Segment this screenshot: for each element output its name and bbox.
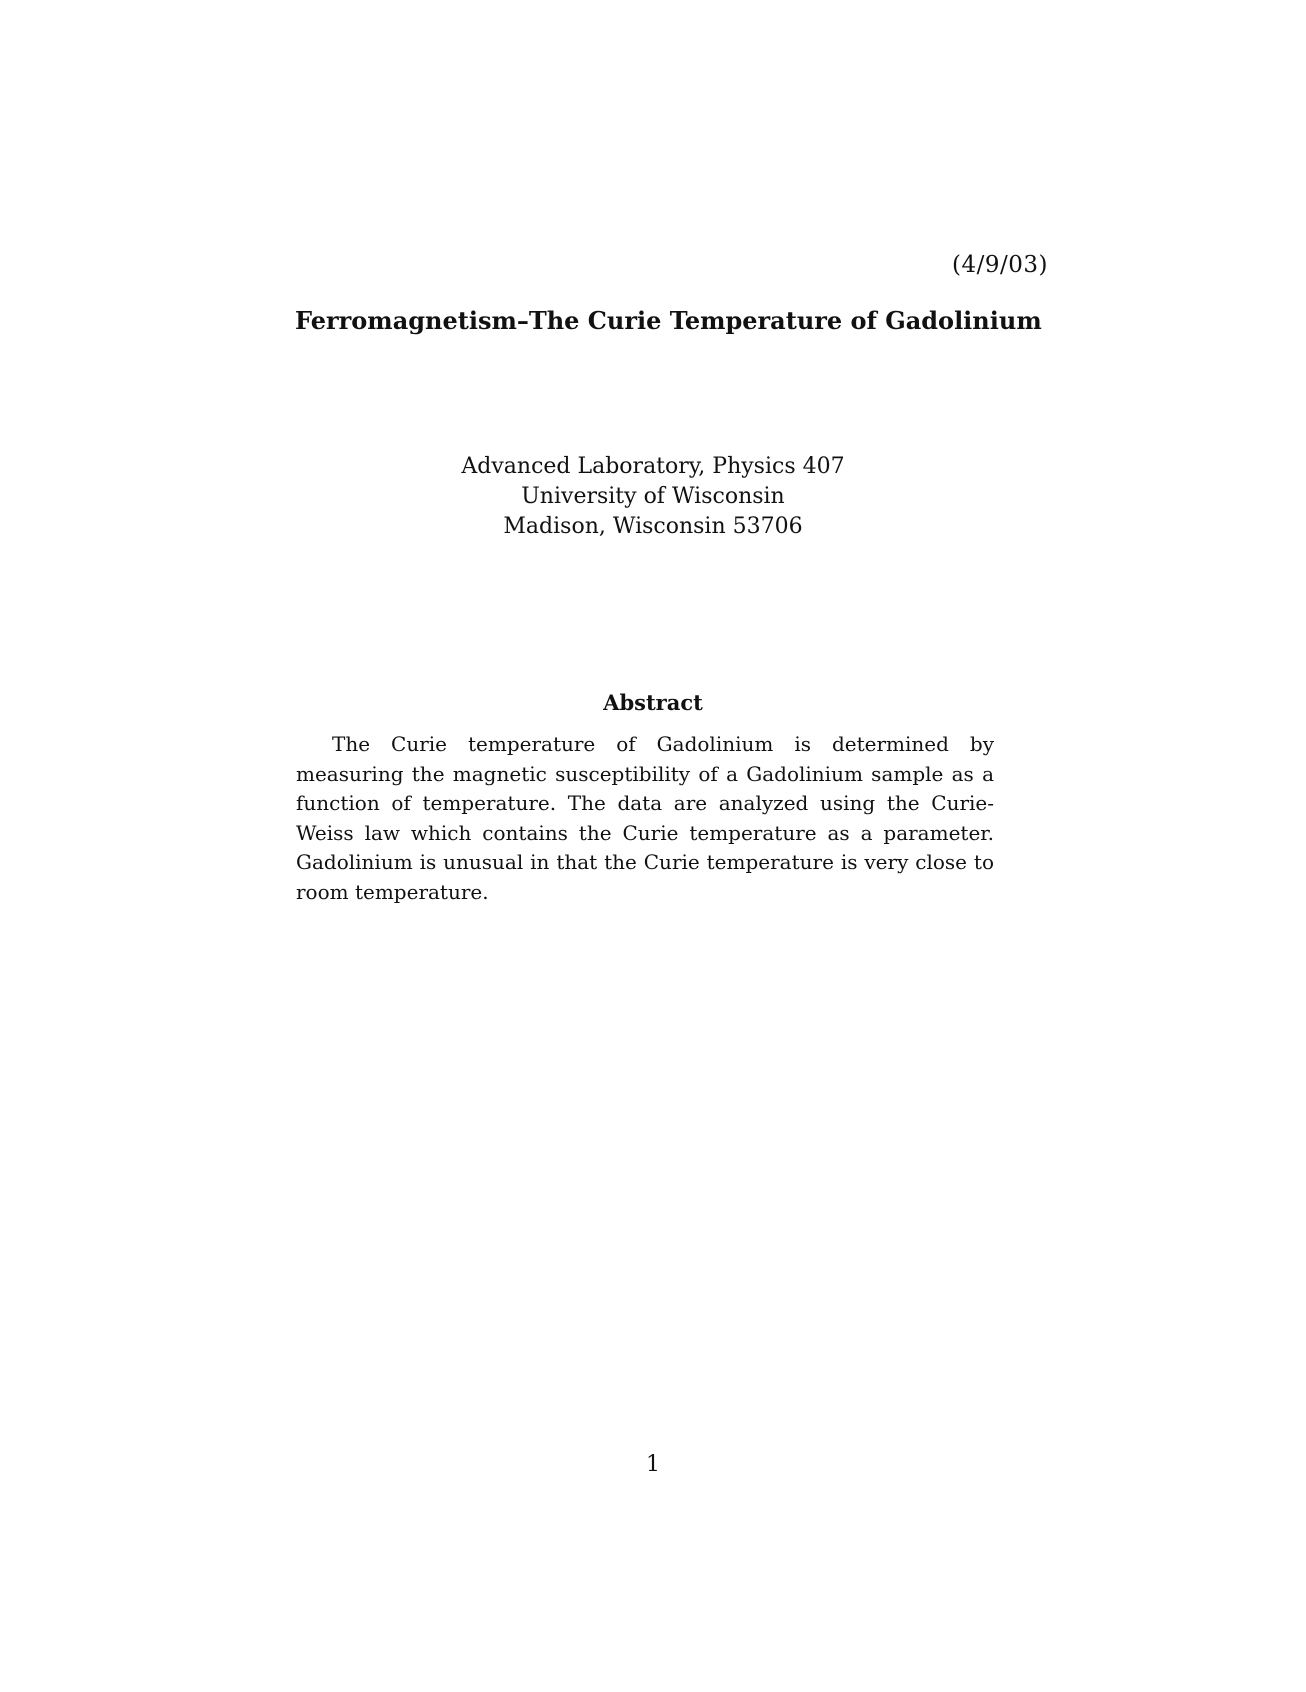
page-number: 1 (646, 1452, 660, 1477)
affiliation-line-address: Madison, Wisconsin 53706 (503, 514, 803, 539)
document-title: Ferromagnetism–The Curie Temperature of Gadolinium (295, 306, 1042, 335)
document-date: (4/9/03) (952, 252, 1048, 278)
affiliation-block (0, 452, 1306, 542)
abstract-heading: Abstract (603, 690, 703, 715)
abstract-body: The Curie temperature of Gadolinium is determined by measuring the magnetic susceptibility of a Gadolinium sample as a function of temperature. The data are analyzed using the Curie-Weiss law which contains the Curie temperature as a parameter. Gadolinium is unusual in that the Curie temperature is very close to room temperature. (296, 732, 994, 904)
affiliation-line-university: University of Wisconsin (521, 484, 785, 509)
affiliation-line-department: Advanced Laboratory, Physics 407 (461, 454, 845, 479)
